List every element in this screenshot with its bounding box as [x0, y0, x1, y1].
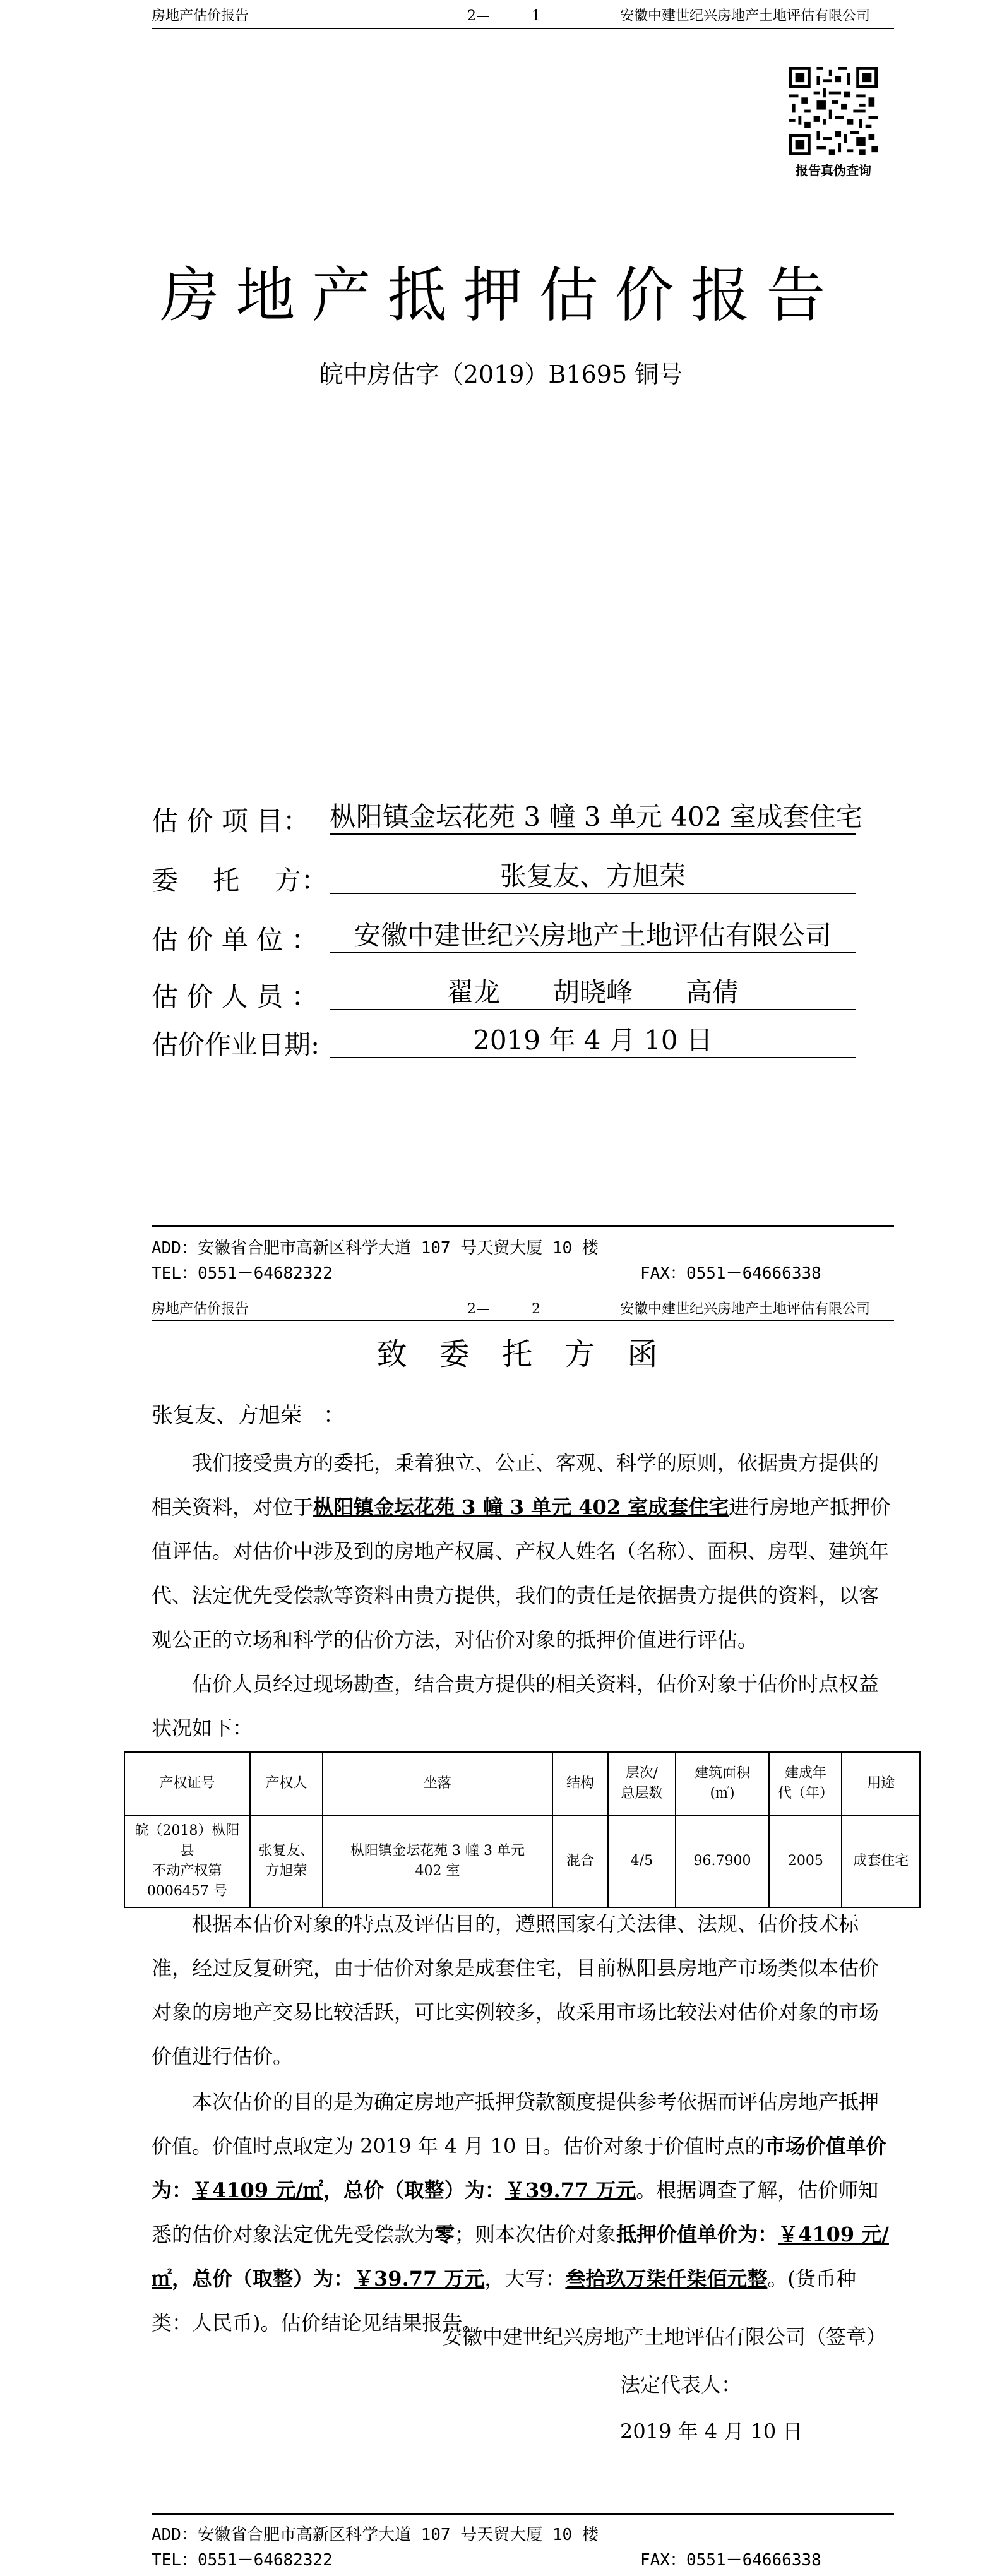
- td-usage: 成套住宅: [842, 1815, 920, 1907]
- report-title: 房地产抵押估价报告: [160, 261, 842, 330]
- page1-footer-fax: FAX：0551－64666338: [640, 1264, 821, 1283]
- paragraph-4-text-f: 。(货币种类：人民币)。估价结论见结果报告。: [152, 2267, 856, 2335]
- page1-page-number: 2— 1: [467, 8, 540, 24]
- paragraph-4-text-d: ；则本次估价对象: [455, 2222, 617, 2246]
- field-appraisers-label: 估 价 人 员 ：: [152, 981, 318, 1012]
- field-date-label: 估价作业日期:: [152, 1029, 320, 1060]
- market-unit-price: ￥4109 元/㎡: [192, 2178, 323, 2202]
- letter-paragraph-4: [152, 2080, 894, 2345]
- amount-in-words: 叁拾玖万柒仟柒佰元整: [565, 2267, 768, 2291]
- signature-date: 2019 年 4 月 10 日: [620, 2419, 803, 2443]
- page1-footer-rule: [152, 1225, 894, 1227]
- paragraph-4-text-c: 。根据调查了解，估价师知悉的估价对象法定优先受偿款为: [152, 2178, 879, 2246]
- td-owner: 张复友、 方旭荣: [250, 1815, 323, 1907]
- field-client-label: 委 托 方：: [152, 865, 328, 896]
- page1-header-left: 房地产估价报告: [152, 8, 249, 24]
- field-appraisers-value: 翟龙 胡晓峰 高倩: [330, 976, 856, 1010]
- paragraph-1-property-address: 枞阳镇金坛花苑 3 幢 3 单元 402 室成套住宅: [313, 1495, 729, 1519]
- field-date-value: 2019 年 4 月 10 日: [330, 1024, 856, 1058]
- priority-claim-value: 零: [434, 2222, 455, 2246]
- td-structure: 混合: [552, 1815, 608, 1907]
- paragraph-4-text-a: 本次估价的目的是为确定房地产抵押贷款额度提供参考依据而评估房地产抵押价值。价值时点取定为 2019 年 4 月 10 日。估价对象于价值时点的: [152, 2090, 880, 2158]
- page2-page-number: 2— 2: [467, 1301, 540, 1317]
- field-client-value: 张复友、方旭荣: [330, 860, 856, 894]
- field-project-label: 估 价 项 目：: [152, 806, 310, 837]
- th-floor: 层次/ 总层数: [608, 1752, 676, 1815]
- table-header-row: [124, 1752, 920, 1815]
- letter-title: 致 委 托 方 函: [376, 1337, 669, 1372]
- th-year: 建成年 代（年）: [769, 1752, 842, 1815]
- mortgage-total-label: ，总价（取整）为：: [172, 2267, 354, 2291]
- paragraph-1-text-b: 进行房地产抵押价值评估。对估价中涉及到的房地产权属、产权人姓名（名称）、面积、房型、建筑年代、法定优先受偿款等资料由贵方提供，我们的责任是依据贵方提供的资料，以客观公正的立场和科学的估价方法，对估价对象的抵押价值进行评估。: [152, 1495, 891, 1652]
- market-unit-price-label: 市场价值单价为：: [152, 2134, 886, 2202]
- th-area: 建筑面积 (㎡): [676, 1752, 770, 1815]
- td-floor: 4/5: [608, 1815, 676, 1907]
- th-structure: 结构: [552, 1752, 608, 1815]
- page2-footer-fax: FAX：0551－64666338: [640, 2551, 821, 2570]
- td-year: 2005: [769, 1815, 842, 1907]
- table-row: [124, 1815, 920, 1907]
- signature-legal-rep: 法定代表人：: [620, 2373, 742, 2397]
- paragraph-4-text-e: ，大写：: [484, 2267, 566, 2291]
- page1-header-rule: [152, 28, 894, 29]
- report-number: 皖中房估字（2019）B1695 铜号: [319, 361, 683, 388]
- market-total-price: ￥39.77 万元: [504, 2178, 636, 2202]
- th-owner: 产权人: [250, 1752, 323, 1815]
- th-location: 坐落: [323, 1752, 552, 1815]
- paragraph-1-text-a: 我们接受贵方的委托，秉着独立、公正、客观、科学的原则，依据贵方提供的相关资料，对位于: [152, 1451, 880, 1519]
- page2-footer-rule: [152, 2513, 894, 2515]
- mortgage-unit-price-label: 抵押价值单价为：: [616, 2222, 778, 2246]
- field-appraiser-org-label: 估 价 单 位 ：: [152, 924, 318, 955]
- letter-salutation: 张复友、方旭荣 ：: [152, 1403, 345, 1428]
- qr-caption: 报告真伪查询: [796, 163, 871, 178]
- page2-footer-tel: TEL：0551－64682322: [152, 2551, 333, 2570]
- page1-footer-tel: TEL：0551－64682322: [152, 1264, 333, 1283]
- signature-company: 安徽中建世纪兴房地产土地评估有限公司（签章）: [442, 2325, 887, 2349]
- td-area: 96.7900: [676, 1815, 770, 1907]
- field-appraiser-org-value: 安徽中建世纪兴房地产土地评估有限公司: [330, 919, 856, 953]
- td-location: 枞阳镇金坛花苑 3 幢 3 单元 402 室: [323, 1815, 552, 1907]
- page2-header-right: 安徽中建世纪兴房地产土地评估有限公司: [620, 1301, 871, 1317]
- page2-footer-address: ADD：安徽省合肥市高新区科学大道 107 号天贸大厦 10 楼: [152, 2525, 599, 2544]
- property-rights-table: [124, 1751, 921, 1908]
- mortgage-total-price: ￥39.77 万元: [354, 2267, 485, 2291]
- page2-header-left: 房地产估价报告: [152, 1301, 249, 1317]
- letter-paragraph-2: 估价人员经过现场勘查，结合贵方提供的相关资料，估价对象于估价时点权益状况如下：: [152, 1672, 880, 1740]
- qr-code-icon[interactable]: [789, 67, 878, 155]
- th-cert-no: 产权证号: [124, 1752, 250, 1815]
- field-project-value: 枞阳镇金坛花苑 3 幢 3 单元 402 室成套住宅: [330, 801, 856, 835]
- market-total-label: ，总价（取整）为：: [323, 2178, 505, 2202]
- letter-paragraph-3: 根据本估价对象的特点及评估目的，遵照国家有关法律、法规、估价技术标准，经过反复研究，由于估价对象是成套住宅，目前枞阳县房地产市场类似本估价对象的房地产交易比较活跃，可比实例较多，故采用市场比较法对估价对象的市场价值进行估价。: [152, 1912, 880, 2068]
- th-usage: 用途: [842, 1752, 920, 1815]
- td-cert-no: 皖（2018）枞阳县 不动产权第 0006457 号: [124, 1815, 250, 1907]
- page1-footer-address: ADD：安徽省合肥市高新区科学大道 107 号天贸大厦 10 楼: [152, 1239, 599, 1258]
- mortgage-unit-price: ￥4109 元/㎡: [152, 2222, 889, 2291]
- page2-header-rule: [152, 1320, 894, 1321]
- page1-header-right: 安徽中建世纪兴房地产土地评估有限公司: [620, 8, 871, 24]
